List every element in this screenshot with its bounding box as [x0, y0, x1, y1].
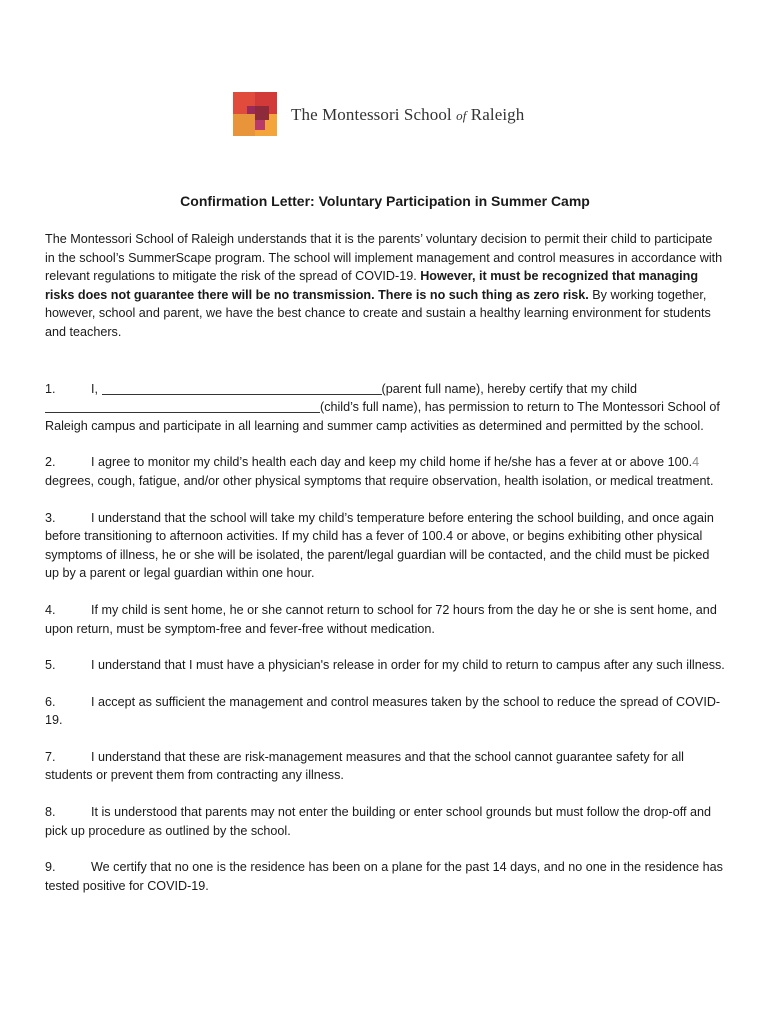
letter-title: Confirmation Letter: Voluntary Participation in Summer Camp	[180, 193, 590, 209]
item-number: 3.	[45, 510, 56, 525]
list-item	[45, 858, 725, 895]
list-item	[45, 748, 725, 785]
school-name-of: of	[456, 108, 467, 123]
item-text: 4	[692, 455, 700, 470]
list-item	[45, 453, 725, 490]
item-text: I accept as sufficient the management and control measures taken by the school to reduce the spread of COVID-19.	[45, 694, 721, 728]
list-item	[45, 380, 725, 436]
list-item	[45, 601, 725, 638]
list-item	[45, 693, 725, 730]
list-item	[45, 509, 725, 583]
item-number: 2.	[45, 455, 56, 470]
item-number: 7.	[45, 749, 56, 764]
logo-square	[255, 120, 265, 130]
item-text: (child’s full name), has permission to return to The Montessori School of Raleigh campus and participate in all learning and summer camp activities as determined and permitted by the school.	[45, 400, 720, 433]
letter-body	[45, 230, 725, 913]
item-text: I understand that I must have a physician's release in order for my child to return to campus after any such illness.	[91, 658, 725, 673]
child-name-field[interactable]	[45, 400, 320, 413]
logo-square	[233, 114, 255, 136]
logo-square	[255, 106, 269, 120]
item-number: 4.	[45, 602, 56, 617]
list-item	[45, 803, 725, 840]
item-number: 5.	[45, 658, 56, 673]
item-text: If my child is sent home, he or she cannot return to school for 72 hours from the day he or she is sent home, and upon return, must be symptom-free and fever-free without medication.	[45, 602, 717, 636]
school-name	[291, 105, 524, 125]
intro-paragraph	[45, 230, 725, 342]
item-number: 9.	[45, 860, 56, 875]
list-item	[45, 656, 725, 675]
item-text: I,	[91, 381, 102, 396]
item-text: It is understood that parents may not enter the building or enter school grounds but must follow the drop-off and pick up procedure as outlined by the school.	[45, 805, 712, 838]
item-text: I agree to monitor my child’s health each day and keep my child home if he/she has a fever at or above 100.	[91, 455, 693, 470]
item-text: I understand that these are risk-management measures and that the school cannot guarantee safety for all students or prevent them from contracting any illness.	[45, 749, 684, 783]
intro-bold-text: However, it must be recognized that managing risks does not guarantee there will be no transmission. There is no such thing as zero risk.	[45, 269, 699, 302]
logo-square	[247, 106, 255, 114]
item-number: 1.	[45, 381, 56, 396]
item-number: 8.	[45, 805, 56, 820]
intro-text: The Montessori School of Raleigh understands that it is the parents’ voluntary decision to permit their child to participate in the school’s SummerScape program. The school will implement management and control measures in accordance with relevant regulations to mitigate the risk of the spread of COVID-19.	[45, 232, 723, 284]
letterhead	[233, 92, 524, 136]
school-name-main: The Montessori School	[291, 105, 452, 124]
item-text: We certify that no one is the residence has been on a plane for the past 14 days, and no one in the residence has tested positive for COVID-19.	[45, 860, 723, 893]
parent-name-field[interactable]	[102, 382, 382, 395]
item-text: degrees, cough, fatigue, and/or other physical symptoms that require observation, health isolation, or medical treatment.	[45, 473, 714, 488]
intro-text-end: By working together, however, school and parent, we have the best chance to create and sustain a healthy learning environment for students and teachers.	[45, 287, 711, 339]
item-number: 6.	[45, 694, 56, 709]
school-name-city: Raleigh	[470, 105, 525, 124]
item-text: (parent full name), hereby certify that my child	[381, 381, 637, 396]
item-text: I understand that the school will take my child’s temperature before entering the school building, and once again before transitioning to afternoon activities. If my child has a fever of 100.4 or above, or begins exhibiting other physical symptoms of illness, he or she will be isolated, the parent/legal guardian will be contacted, and the child must be picked up by a parent or legal guardian within one hour.	[45, 510, 714, 581]
school-logo	[233, 92, 277, 136]
